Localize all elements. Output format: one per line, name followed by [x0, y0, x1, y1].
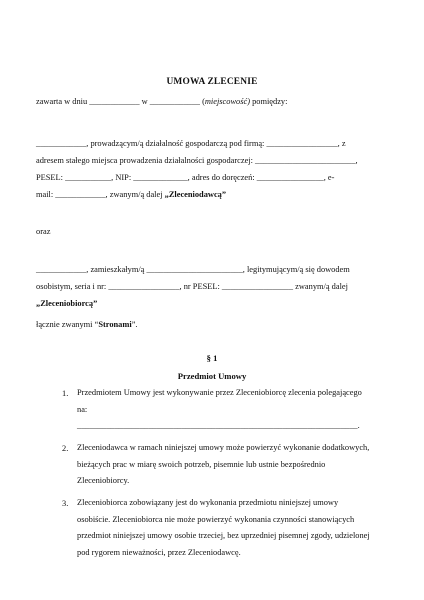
party1-line-3: PESEL: ___________, NIP: _____________, adres do doręczeń: ________________, e-: [36, 173, 335, 182]
party2-line-1: ____________, zamieszkałym/ą _______________________, legitymującym/ą się dowodem: [36, 265, 350, 274]
section-number: § 1: [206, 353, 218, 363]
party1-line-4: [36, 189, 376, 200]
intro-place: miejscowość): [204, 97, 250, 106]
list-item: [77, 440, 377, 490]
list-item: [77, 495, 377, 561]
item-line: Przedmiotem Umowy jest wykonywanie przez Zleceniobiorcę zlecenia polegającego: [77, 388, 362, 397]
item-number: 3.: [62, 499, 69, 508]
joint-parties-line: [36, 319, 376, 330]
item-line: osobiście. Zleceniobiorca nie może powierzyć wykonania czynności stanowiących: [77, 514, 355, 524]
item-line: bieżących prac w miarę swoich potrzeb, pisemnie lub ustnie bezpośrednio: [77, 459, 326, 469]
joint-parties-term: Stronami: [98, 320, 132, 329]
document-title: UMOWA ZLECENIE: [166, 77, 258, 87]
party1-role: „Zleceniodawcą”: [164, 190, 227, 199]
item-number: 1.: [62, 389, 69, 398]
intro-line: [36, 96, 376, 107]
item-line: Zleceniobiorcy.: [77, 476, 130, 486]
list-item: [77, 385, 377, 435]
party2-line-2: osobistym, seria i nr: _________________, nr PESEL: _________________ zwanym/ą dalej: [36, 282, 348, 291]
item-line: Zleceniobiorca zobowiązany jest do wykonania przedmiotu niniejszej umowy: [77, 498, 339, 507]
party1-email-text: mail: ____________, zwanym/ą dalej: [36, 190, 165, 199]
item-line: pod rygorem nieważności, przez Zleceniodawcę.: [77, 547, 241, 557]
intro-text-1: zawarta w dniu ____________ w ____________ (: [36, 97, 205, 106]
item-line: Zleceniodawca w ramach niniejszej umowy może powierzyć wykonanie dodatkowych,: [77, 443, 370, 452]
joint-text-1: łącznie zwanymi “: [36, 320, 99, 329]
intro-text-2: pomiędzy:: [250, 97, 288, 106]
party2-role: „Zleceniobiorcą”: [36, 299, 98, 308]
section-heading: Przedmiot Umowy: [177, 371, 247, 381]
conjunction-text: oraz: [36, 227, 51, 236]
party1-line-1: ____________, prowadzącym/ą działalność gospodarczą pod firmą: _________________, z: [36, 139, 346, 148]
party1-line-2: adresem stałego miejsca prowadzenia działalności gospodarczej: ________________________,: [36, 156, 358, 165]
item-line: przedmiot niniejszej umowy osobie trzeciej, bez uprzedniej pisemnej zgody, udzielonej: [77, 531, 370, 541]
item-number: 2.: [62, 444, 69, 453]
item-blank-line: ___________________________________________________________________.: [77, 421, 360, 431]
item-line: na:: [77, 404, 88, 414]
joint-text-2: ”.: [131, 320, 138, 329]
